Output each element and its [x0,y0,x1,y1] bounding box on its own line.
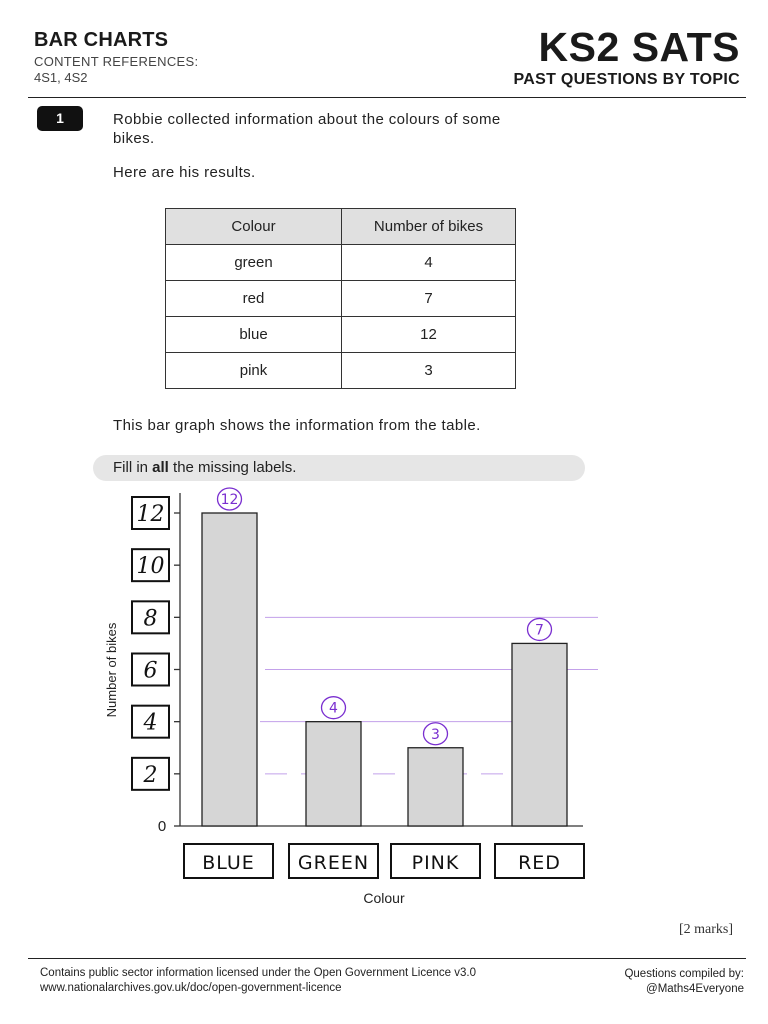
footer-divider [28,958,746,959]
question-number-badge: 1 [37,106,83,131]
credit-line-2: @Maths4Everyone [646,983,744,995]
x-tick-label: RED [518,852,561,874]
table-row [166,245,516,281]
licence-line-2: www.nationalarchives.gov.uk/doc/open-government-licence [40,982,342,994]
x-axis-title: Colour [363,890,405,906]
marks-label: [2 marks] [678,922,733,937]
bar-graph-text: This bar graph shows the information from the table. [113,417,481,434]
table-cell: green [166,245,342,281]
table-cell: 12 [342,317,516,353]
x-tick-label: PINK [411,852,460,874]
x-tick-label: GREEN [297,852,370,874]
results-line: Here are his results. [113,164,256,181]
bar-value-label: 12 [220,492,239,508]
table-cell: 3 [342,353,516,389]
y-tick-label-handwritten: 8 [143,606,158,632]
table-cell: red [166,281,342,317]
content-references-codes: 4S1, 4S2 [34,70,88,85]
y-tick-label-handwritten: 4 [143,710,158,736]
table-header-count: Number of bikes [342,209,516,245]
x-tick-label: BLUE [202,852,255,874]
y-tick-label-handwritten: 6 [143,658,158,684]
y-tick-label-handwritten: 2 [143,762,158,788]
table-row [166,317,516,353]
table-cell: 4 [342,245,516,281]
bar-value-label: 3 [431,726,440,743]
bar [202,513,257,826]
bar-value-label: 7 [535,622,544,639]
instruction-post: the missing labels. [168,459,297,476]
bar [512,643,567,826]
y-tick-label-handwritten: 12 [136,502,165,527]
licence-line-1: Contains public sector information licensed under the Open Government Licence v3.0 [40,967,476,979]
bar-chart [0,480,768,920]
header-divider [28,97,746,98]
credit-line-1: Questions compiled by: [624,968,744,980]
brand-subtitle: PAST QUESTIONS BY TOPIC [513,71,740,88]
brand-title: KS2 SATS [538,24,740,70]
table-row [166,281,516,317]
y-tick-label-handwritten: 10 [136,554,165,580]
y-tick-label: 0 [157,818,167,835]
instruction-band [93,455,585,481]
topic-title: BAR CHARTS [34,29,169,51]
results-table [165,208,516,389]
y-axis-title: Number of bikes [104,622,119,718]
question-intro: Robbie collected information about the colours of some bikes. [113,111,501,147]
content-references-label: CONTENT REFERENCES: [34,54,199,69]
table-cell: pink [166,353,342,389]
table-header-row [166,209,516,245]
bar-value-label: 4 [329,700,338,717]
table-cell: blue [166,317,342,353]
instruction-pre: Fill in [113,459,153,476]
table-cell: 7 [342,281,516,317]
instruction-bold: all [152,459,169,476]
table-row [166,353,516,389]
bar [306,722,361,826]
table-header-colour: Colour [166,209,342,245]
bar [408,748,463,826]
